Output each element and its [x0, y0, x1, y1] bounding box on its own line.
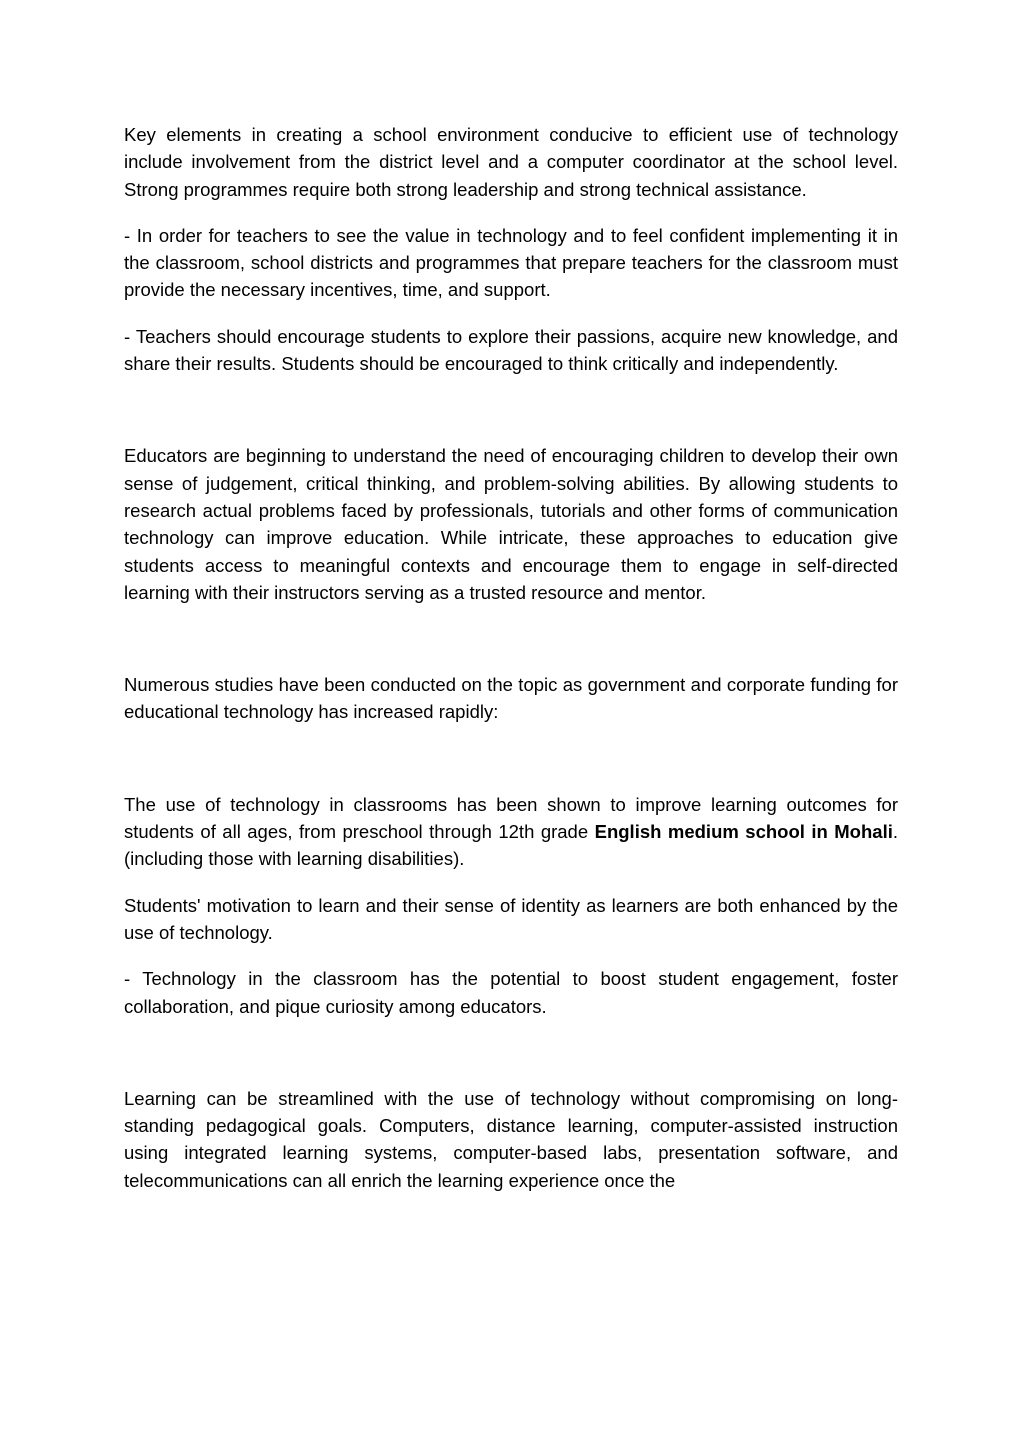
paragraph-technology-outcomes — [124, 791, 898, 873]
paragraph-text: The use of technology in classrooms has been shown to improve learning outcomes for students of all ages, from preschool through 12th grade — [124, 793, 898, 843]
paragraph-numerous-studies: Numerous studies have been conducted on the topic as government and corporate funding for educational technology has increased rapidly: — [124, 674, 898, 723]
paragraph-teachers-encourage: - Teachers should encourage students to explore their passions, acquire new knowledge, and share their results. Students should be encouraged to think critically and independently. — [124, 325, 898, 375]
paragraph-clip — [124, 1085, 898, 1235]
paragraph-motivation: Students' motivation to learn and their sense of identity as learners are both enhanced by the use of technology. — [124, 894, 898, 943]
paragraph-streamlined-learning: Learning can be streamlined with the use of technology without compromising on long-standing pedagogical goals. Computers, distance learning, computer-assisted instruction using integrated learning systems, computer-based labs, presentation software, and telecommunications can all enrich the learning experience once the — [124, 1087, 898, 1191]
paragraph-educators: Educators are beginning to understand the need of encouraging children to develop their own sense of judgement, critical thinking, and problem-solving abilities. By allowing students to research actual problems faced by professionals, tutorials and other forms of communication technology can improve education. While intricate, these approaches to education give students access to meaningful contexts and encourage them to engage in self-directed learning with their instructors serving as a trusted resource and mentor. — [124, 445, 898, 603]
paragraph-teacher-confidence: - In order for teachers to see the value in technology and to feel confident implementing it in the classroom, school districts and programmes that prepare teachers for the classroom must provide the necessary incentives, time, and support. — [124, 224, 898, 301]
link-english-medium-school[interactable]: English medium school in Mohali — [594, 821, 893, 843]
paragraph-text: .(including those with learning disabilities). — [124, 821, 898, 870]
paragraph-engagement: - Technology in the classroom has the potential to boost student engagement, foster collaboration, and pique curiosity among educators. — [124, 968, 898, 1017]
paragraph-key-elements: Key elements in creating a school environment conducive to efficient use of technology include involvement from the district level and a computer coordinator at the school level. Strong programmes require both strong leadership and strong technical assistance. — [124, 124, 898, 200]
document-page — [124, 121, 898, 1235]
